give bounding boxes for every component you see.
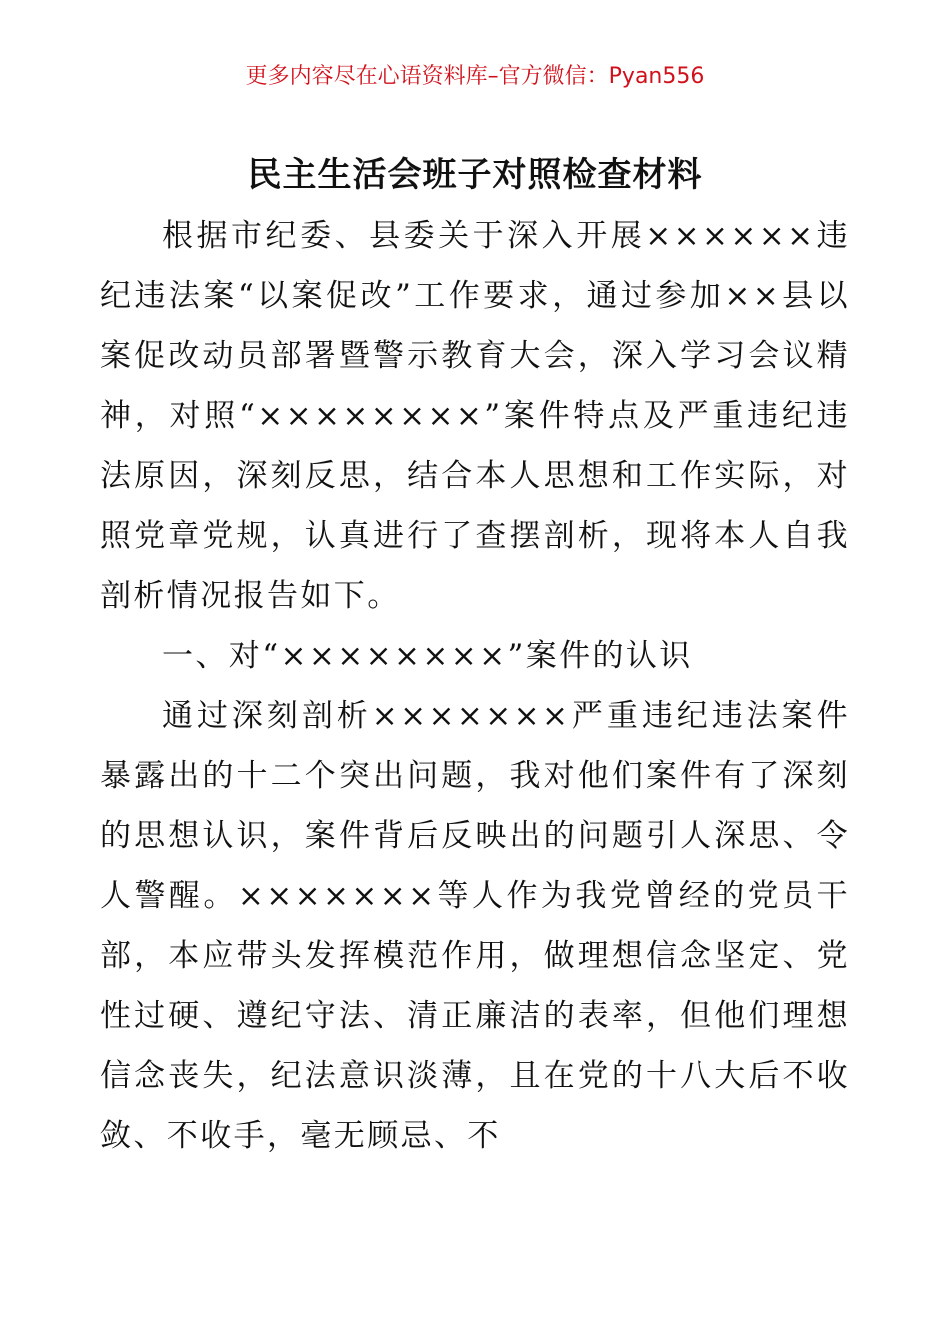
intro-paragraph: 根据市纪委、县委关于深入开展××××××违纪违法案“以案促改”工作要求，通过参加××县以案促改动员部署暨警示教育大会，深入学习会议精神，对照“××××××××”案件特点及严重违纪违法原因，深刻反思，结合本人思想和工作实际，对照党章党规，认真进行了查摆剖析，现将本人自我剖析情况报告如下。: [100, 218, 850, 614]
contact-text: –官方微信：Pyan556: [487, 64, 705, 89]
document-title: 民主生活会班子对照检查材料: [247, 155, 703, 195]
watermark-header: [0, 62, 950, 92]
document-body: [100, 206, 850, 1166]
promo-text: 更多内容尽在心语资料库: [245, 64, 488, 89]
section-heading: 一、对“××××××××”案件的认识: [162, 638, 693, 674]
section-paragraph: 通过深刻剖析×××××××严重违纪违法案件暴露出的十二个突出问题，我对他们案件有了深刻的思想认识，案件背后反映出的问题引人深思、令人警醒。×××××××等人作为我党曾经的党员干部，本应带头发挥模范作用，做理想信念坚定、党性过硬、遵纪守法、清正廉洁的表率，但他们理想信念丧失，纪法意识淡薄，且在党的十八大后不收敛、不收手，毫无顾忌、不: [100, 698, 850, 1154]
